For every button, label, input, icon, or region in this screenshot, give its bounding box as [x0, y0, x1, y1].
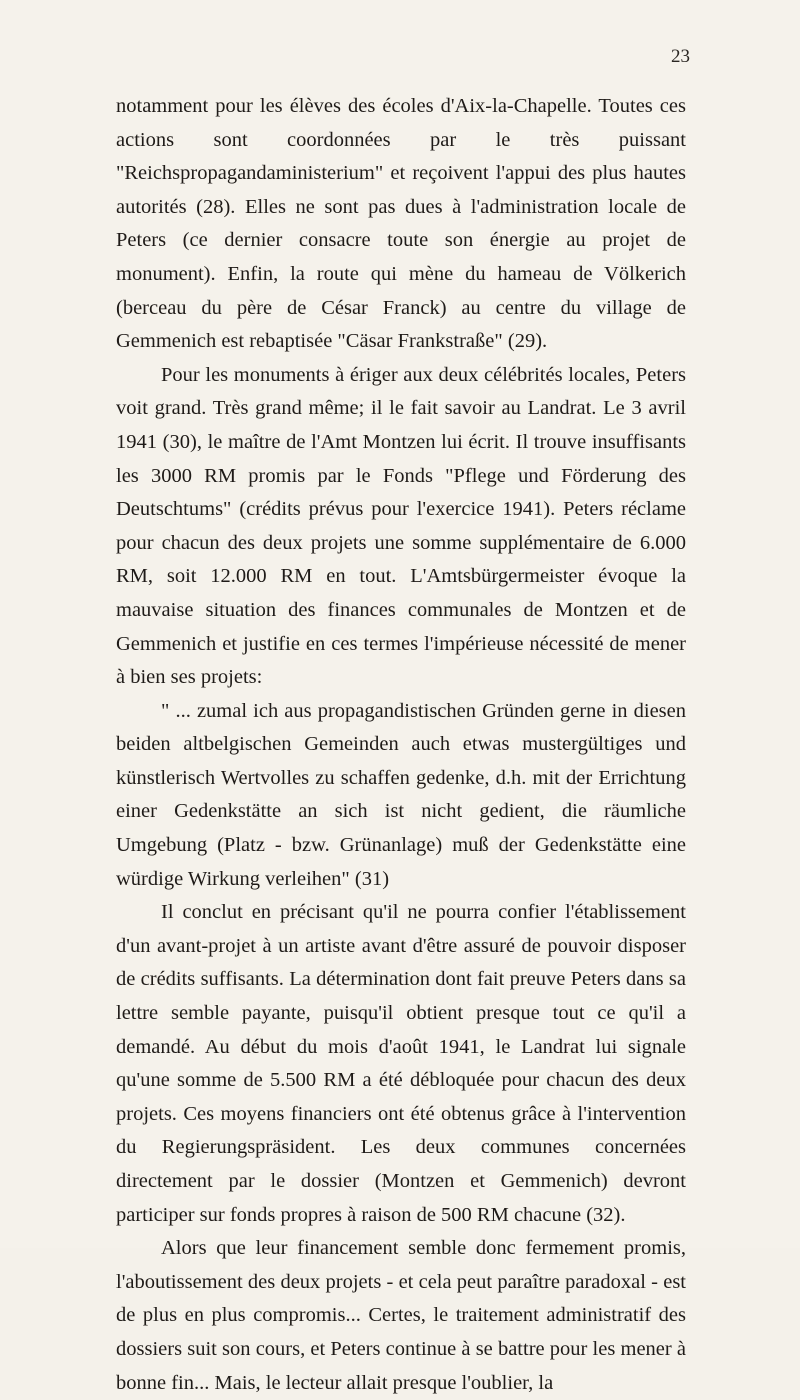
paragraph-4: Il conclut en précisant qu'il ne pourra confier l'établissement d'un avant-projet à un artiste avant d'être assuré de pouvoir disposer de crédits suffisants. La détermination dont fait preuve Peters dans sa lettre semble payante, puisqu'il obtient presque tout ce qu'il a demandé. Au début du mois d'août 1941, le Landrat lui signale qu'une somme de 5.500 RM a été débloquée pour chacun des deux projets. Ces moyens financiers ont été obtenus grâce à l'intervention du Regierungspräsident. Les deux communes concernées directement par le dossier (Montzen et Gemmenich) devront participer sur fonds propres à raison de 500 RM chacune (32).: [116, 901, 686, 1226]
quotation-paragraph: " ... zumal ich aus propagandistischen Gründen gerne in diesen beiden altbelgischen Gemeinden auch etwas mustergültiges und künstlerisch Wertvolles zu schaffen gedenke, d.h. mit der Errichtung einer Gedenkstätte an sich ist nicht gedient, die räumliche Umgebung (Platz - bzw. Grünanlage) muß der Gedenkstätte eine würdige Wirkung verleihen" (31): [116, 699, 686, 890]
paragraph-5: Alors que leur financement semble donc fermement promis, l'aboutissement des deux projets - et cela peut paraître paradoxal - est de plus en plus compromis... Certes, le traitement administratif des dossiers suit son cours, et Peters continue à se battre pour les mener à bonne fin... Mais, le lecteur allait presque l'oublier, la: [116, 1237, 686, 1394]
body-text: [116, 90, 686, 1400]
paragraph-2: Pour les monuments à ériger aux deux célébrités locales, Peters voit grand. Très grand même; il le fait savoir au Landrat. Le 3 avril 1941 (30), le maître de l'Amt Montzen lui écrit. Il trouve insuffisants les 3000 RM promis par le Fonds "Pflege und Förderung des Deutschtums" (crédits prévus pour l'exercice 1941). Peters réclame pour chacun des deux projets une somme supplémentaire de 6.000 RM, soit 12.000 RM en tout. L'Amtsbürgermeister évoque la mauvaise situation des finances communales de Montzen et de Gemmenich et justifie en ces termes l'impérieuse nécessité de mener à bien ses projets:: [116, 363, 686, 689]
page-number: 23: [671, 46, 690, 67]
paragraph-1: notamment pour les élèves des écoles d'Aix-la-Chapelle. Toutes ces actions sont coordonnées par le très puissant "Reichspropagandaministerium" et reçoivent l'appui des plus hautes autorités (28). Elles ne sont pas dues à l'administration locale de Peters (ce dernier consacre toute son énergie au projet de monument). Enfin, la route qui mène du hameau de Völkerich (berceau du père de César Franck) au centre du village de Gemmenich est rebaptisée "Cäsar Frankstraße" (29).: [116, 95, 686, 353]
